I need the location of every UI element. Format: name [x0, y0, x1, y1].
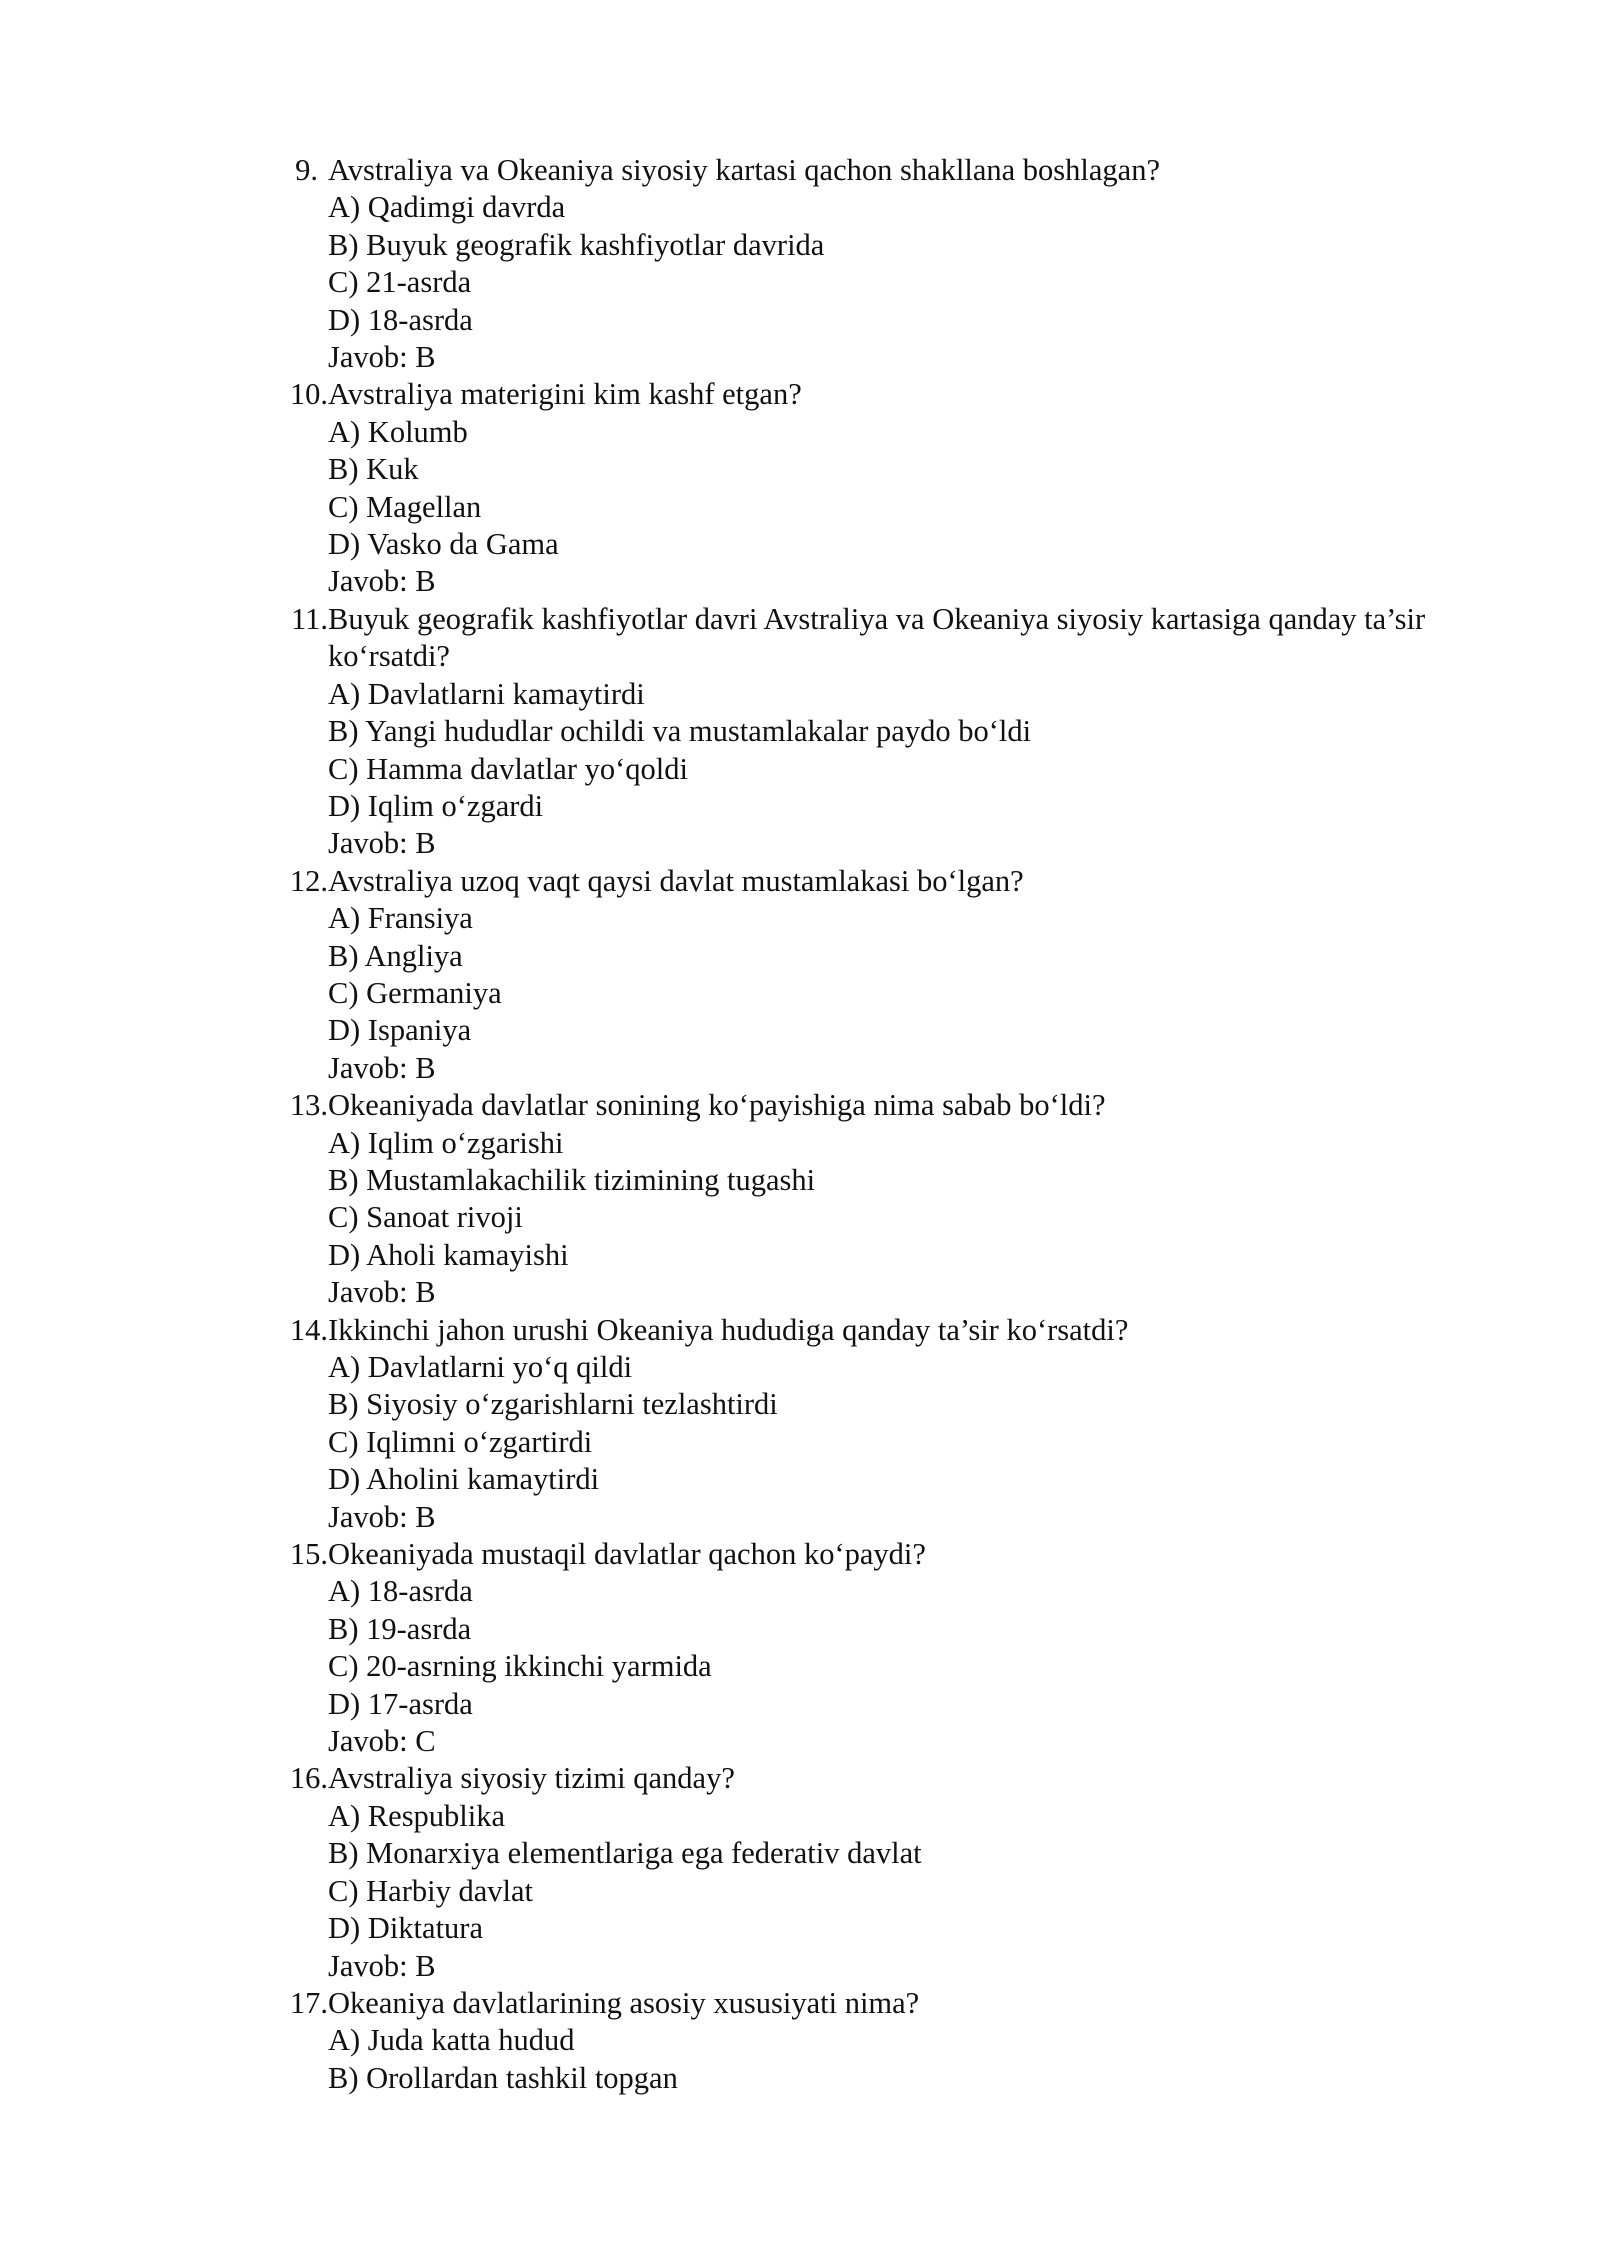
question-item — [258, 1536, 1458, 1760]
question-item — [258, 1312, 1458, 1536]
question-body — [328, 601, 1458, 863]
answer-option: B) Orollardan tashkil topgan — [328, 2060, 678, 2095]
question-body — [328, 1312, 1458, 1536]
answer-option: A) Respublika — [328, 1798, 506, 1833]
question-text: Okeaniyada mustaqil davlatlar qachon ko‘paydi? — [328, 1537, 926, 1572]
question-item — [258, 1985, 1458, 2097]
correct-answer: Javob: B — [328, 1499, 436, 1534]
answer-option: C) Sanoat rivoji — [328, 1200, 523, 1235]
answer-option: C) Harbiy davlat — [328, 1873, 533, 1908]
question-body — [328, 1536, 1458, 1760]
answer-option: D) Vasko da Gama — [328, 527, 559, 562]
answer-option: D) Ispaniya — [328, 1013, 472, 1048]
question-text: Okeaniyada davlatlar sonining ko‘payishiga nima sabab bo‘ldi? — [328, 1088, 1106, 1123]
correct-answer: Javob: B — [328, 826, 436, 861]
question-number: 13. — [289, 1088, 328, 1123]
question-number: 16. — [289, 1761, 328, 1796]
answer-option: C) Magellan — [328, 489, 482, 524]
answer-option: B) Mustamlakachilik tizimining tugashi — [328, 1162, 816, 1197]
correct-answer: Javob: B — [328, 1050, 436, 1085]
question-item — [258, 863, 1458, 1087]
question-item — [258, 152, 1458, 376]
question-text: Okeaniya davlatlarining asosiy xususiyati nima? — [328, 1985, 920, 2020]
correct-answer: Javob: C — [328, 1724, 436, 1759]
answer-option: B) Angliya — [328, 938, 463, 973]
answer-option: C) 20-asrning ikkinchi yarmida — [328, 1649, 712, 1684]
answer-option: C) Germaniya — [328, 975, 502, 1010]
question-body — [328, 863, 1458, 1087]
question-text: Ikkinchi jahon urushi Okeaniya hududiga qanday ta’sir ko‘rsatdi? — [328, 1312, 1129, 1347]
correct-answer: Javob: B — [328, 340, 436, 375]
answer-option: D) Diktatura — [328, 1911, 483, 1946]
answer-option: D) 17-asrda — [328, 1686, 473, 1721]
question-item — [258, 1760, 1458, 1984]
answer-option: B) Yangi hududlar ochildi va mustamlakalar paydo bo‘ldi — [328, 714, 1032, 749]
answer-option: D) Iqlim o‘zgardi — [328, 788, 544, 823]
answer-option: A) Kolumb — [328, 414, 468, 449]
question-item — [258, 1087, 1458, 1311]
question-number: 15. — [289, 1537, 328, 1572]
question-body — [328, 1760, 1458, 1984]
answer-option: A) 18-asrda — [328, 1574, 473, 1609]
answer-option: C) 21-asrda — [328, 265, 472, 300]
question-item — [258, 376, 1458, 600]
question-body — [328, 152, 1458, 376]
correct-answer: Javob: B — [328, 1948, 436, 1983]
answer-option: A) Fransiya — [328, 901, 473, 936]
question-text: Buyuk geografik kashfiyotlar davri Avstraliya va Okeaniya siyosiy kartasiga qanday ta’sir ko‘rsatdi? — [328, 601, 1433, 674]
answer-option: B) Monarxiya elementlariga ega federativ davlat — [328, 1836, 922, 1871]
answer-option: B) Buyuk geografik kashfiyotlar davrida — [328, 227, 825, 262]
answer-option: D) Aholi kamayishi — [328, 1237, 569, 1272]
question-number: 11. — [291, 601, 328, 636]
answer-option: B) 19-asrda — [328, 1611, 472, 1646]
answer-option: C) Hamma davlatlar yo‘qoldi — [328, 751, 688, 786]
question-number: 14. — [289, 1312, 328, 1347]
question-text: Avstraliya siyosiy tizimi qanday? — [328, 1761, 735, 1796]
answer-option: A) Davlatlarni yo‘q qildi — [328, 1350, 633, 1384]
answer-option: A) Iqlim o‘zgarishi — [328, 1125, 564, 1160]
question-text: Avstraliya va Okeaniya siyosiy kartasi qachon shakllana boshlagan? — [328, 153, 1161, 187]
question-list — [258, 152, 1458, 2097]
answer-option: D) Aholini kamaytirdi — [328, 1462, 600, 1497]
question-item — [258, 601, 1458, 863]
question-body — [328, 1985, 1458, 2097]
question-number: 12. — [289, 863, 328, 898]
question-number: 17. — [289, 1985, 328, 2020]
question-text: Avstraliya materigini kim kashf etgan? — [328, 377, 802, 412]
answer-option: D) 18-asrda — [328, 302, 473, 337]
answer-option: B) Siyosiy o‘zgarishlarni tezlashtirdi — [328, 1387, 778, 1422]
question-body — [328, 376, 1458, 600]
correct-answer: Javob: B — [328, 564, 436, 599]
answer-option: B) Kuk — [328, 452, 419, 487]
answer-option: A) Davlatlarni kamaytirdi — [328, 676, 645, 711]
answer-option: A) Juda katta hudud — [328, 2023, 575, 2058]
answer-option: C) Iqlimni o‘zgartirdi — [328, 1424, 593, 1459]
question-number: 10. — [289, 377, 328, 412]
answer-option: A) Qadimgi davrda — [328, 190, 566, 225]
question-text: Avstraliya uzoq vaqt qaysi davlat mustamlakasi bo‘lgan? — [328, 863, 1024, 898]
correct-answer: Javob: B — [328, 1275, 436, 1310]
question-body — [328, 1087, 1458, 1311]
question-number: 9. — [295, 153, 318, 187]
